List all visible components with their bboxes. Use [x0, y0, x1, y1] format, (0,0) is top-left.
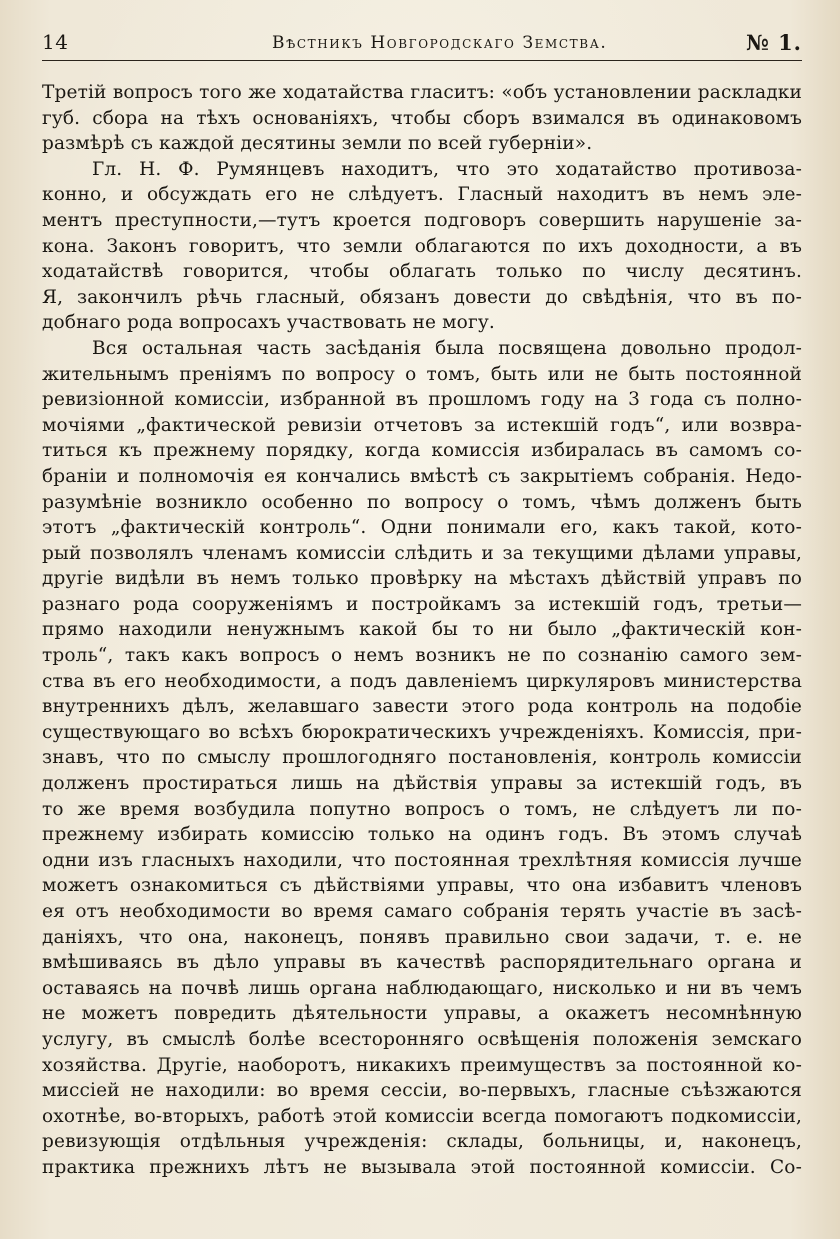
text-line: этотъ „фактическій контроль“. Одни понимали его, какъ такой, кото- [42, 517, 802, 539]
text-line: существующаго во всѣхъ бюрократическихъ учрежденіяхъ. Комиссія, при- [42, 721, 802, 743]
text-line: то же время возбудила попутно вопросъ о томъ, не слѣдуетъ ли по- [42, 798, 802, 820]
text-line: размѣрѣ съ каждой десятины земли по всей губерніи». [42, 133, 593, 155]
text-line: ходатайствѣ говорится, чтобы облагать только по числу десятинъ. [42, 261, 802, 283]
text-line: услугу, въ смыслѣ болѣе всесторонняго освѣщенія положенія земскаго [42, 1028, 802, 1050]
issue-number: № 1. [745, 30, 802, 55]
text-line: не можетъ повредить дѣятельности управы, а окажетъ несомнѣнную [42, 1003, 802, 1025]
text-line: другіе видѣли въ немъ только провѣрку на мѣстахъ дѣйствій управъ по [42, 568, 802, 590]
page-header [42, 30, 802, 58]
text-line: Третій вопросъ того же ходатайства гласитъ: «объ установлении раскладки [42, 82, 802, 103]
text-line: даніяхъ, что она, наконецъ, понявъ правильно свои задачи, т. е. не [42, 926, 802, 948]
text-line: разумѣніе возникло особенно по вопросу о томъ, чѣмъ долженъ быть [42, 491, 802, 513]
text-line: жительнымъ преніямъ по вопросу о томъ, быть или не быть постоянной [42, 363, 802, 385]
text-line: ментъ преступности,—тутъ кроется подговоръ совершить нарушеніе за- [42, 209, 802, 231]
text-line: мочіями „фактической ревизіи отчетовъ за истекшій годъ“, или возвра- [42, 414, 802, 436]
text-line: миссіей не находили: во время сессіи, во-первыхъ, гласные съѣзжаются [42, 1080, 802, 1102]
text-line: оставаясь на почвѣ лишь органа наблюдающаго, нисколько и ни въ чемъ [42, 977, 802, 999]
text-line: ея отъ необходимости во время самаго собранія терять участіе въ засѣ- [42, 901, 802, 922]
text-line: одни изъ гласныхъ находили, что постоянная трехлѣтняя комиссія лучше [42, 849, 802, 871]
text-line: Я, закончилъ рѣчь гласный, обязанъ довести до свѣдѣнія, что въ по- [42, 286, 802, 308]
text-line: добнаго рода вопросахъ участвовать не могу. [42, 312, 495, 334]
text-line: ревизующія отдѣльныя учрежденія: склады, больницы, и, наконецъ, [42, 1131, 802, 1153]
journal-title: Вѣстникъ Новгородскаго Земства. [272, 33, 608, 53]
text-line: конно, и обсуждать его не слѣдуетъ. Гласный находитъ въ немъ эле- [42, 184, 802, 206]
text-line: охотнѣе, во-вторыхъ, работѣ этой комиссіи всегда помогаютъ подкомиссіи, [42, 1105, 802, 1127]
text-line: вмѣшиваясь въ дѣло управы въ качествѣ распорядительнаго органа и [42, 952, 802, 974]
text-line: прямо находили ненужнымъ какой бы то ни было „фактическій кон- [42, 619, 802, 641]
text-line: разнаго рода сооруженіямъ и постройкамъ за истекшій годъ, третьи— [42, 593, 802, 615]
text-line: можетъ ознакомиться съ дѣйствіями управы, что она избавитъ членовъ [42, 875, 802, 897]
text-line: Гл. Н. Ф. Румянцевъ находитъ, что это ходатайство противоза- [92, 158, 802, 180]
body-text [42, 80, 802, 1181]
text-line: титься къ прежнему порядку, когда комиссія избиралась въ самомъ со- [42, 440, 802, 462]
text-line: хозяйства. Другіе, наоборотъ, никакихъ преимуществъ за постоянной ко- [42, 1054, 802, 1076]
text-line: ревизіонной комиссіи, избранной въ прошломъ году на 3 года съ полно- [42, 389, 802, 411]
text-line: ства въ его необходимости, а подъ давленіемъ циркуляровъ министерства [42, 670, 802, 692]
text-line: рый позволялъ членамъ комиссіи слѣдить и за текущими дѣлами управы, [42, 542, 802, 564]
header-rule [42, 60, 802, 61]
text-line: знавъ, что по смыслу прошлогодняго постановленія, контроль комиссіи [42, 747, 802, 769]
text-line: троль“, такъ какъ вопросъ о немъ возникъ не по сознанію самого зем- [42, 645, 802, 667]
text-line: прежнему избирать комиссію только на одинъ годъ. Въ этомъ случаѣ [42, 824, 802, 846]
text-line: губ. сбора на тѣхъ основаніяхъ, чтобы сборъ взимался въ одинаковомъ [42, 107, 802, 129]
text-line: кона. Законъ говоритъ, что земли облагаются по ихъ доходности, а въ [42, 235, 802, 257]
text-line: внутреннихъ дѣлъ, желавшаго завести этого рода контроль на подобіе [42, 696, 802, 718]
text-line: браніи и полномочія ея кончались вмѣстѣ съ закрытіемъ собранія. Недо- [42, 465, 802, 487]
page-number: 14 [42, 30, 69, 54]
text-line: практика прежнихъ лѣтъ не вызывала этой постоянной комиссіи. Со- [42, 1156, 802, 1178]
text-line: долженъ простираться лишь на дѣйствія управы за истекшій годъ, въ [42, 773, 802, 795]
text-line: Вся остальная часть засѣданія была посвящена довольно продол- [92, 337, 802, 359]
